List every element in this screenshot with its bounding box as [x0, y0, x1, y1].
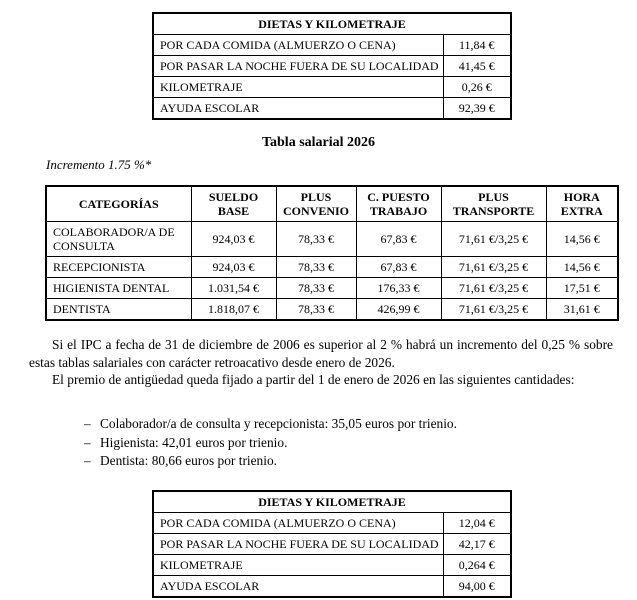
dietas-bottom-value-kilometraje: 0,264 € — [443, 555, 511, 576]
salary-header-sueldo-base: SUELDO BASE — [191, 186, 276, 222]
dietas-top-value-comida: 11,84 € — [443, 35, 511, 56]
salary-category: RECEPCIONISTA — [46, 257, 191, 278]
table-row — [153, 555, 511, 576]
salary-table — [45, 185, 619, 321]
dietas-top-value-kilometraje: 0,26 € — [443, 77, 511, 98]
salary-puesto-trabajo: 426,99 € — [356, 299, 441, 321]
paragraph-ipc: Si el IPC a fecha de 31 de diciembre de 2006 es superior al 2 % habrá un incremento del 0,25 % sobre estas tablas salariales con carácter retroacativo desde enero de 2026. — [29, 337, 613, 370]
salary-hora-extra: 14,56 € — [546, 222, 618, 257]
table-row — [153, 576, 511, 598]
salary-sueldo-base: 924,03 € — [191, 222, 276, 257]
dietas-bottom-value-comida: 12,04 € — [443, 513, 511, 534]
dash-bullet-icon: – — [84, 434, 91, 450]
dietas-bottom-label-kilometraje: KILOMETRAJE — [153, 555, 443, 576]
salary-plus-convenio: 78,33 € — [276, 257, 356, 278]
salary-category: COLABORADOR/A DE CONSULTA — [46, 222, 191, 257]
salary-header-plus-convenio: PLUS CONVENIO — [276, 186, 356, 222]
salary-row-dentista — [46, 299, 618, 321]
table-row — [153, 56, 511, 77]
salary-plus-transporte: 71,61 €/3,25 € — [441, 278, 546, 299]
dietas-bottom-label-comida: POR CADA COMIDA (ALMUERZO O CENA) — [153, 513, 443, 534]
dietas-top-title: DIETAS Y KILOMETRAJE — [153, 13, 511, 35]
dietas-top-label-ayuda: AYUDA ESCOLAR — [153, 98, 443, 120]
paragraph-antiguedad: El premio de antigüedad queda fijado a partir del 1 de enero de 2026 en las siguientes cantidades: — [52, 372, 575, 387]
salary-category: DENTISTA — [46, 299, 191, 321]
salary-plus-transporte: 71,61 €/3,25 € — [441, 257, 546, 278]
salary-plus-transporte: 71,61 €/3,25 € — [441, 222, 546, 257]
table-header-row — [153, 13, 511, 35]
table-row — [153, 35, 511, 56]
salary-header-row — [46, 186, 618, 222]
table-row — [153, 513, 511, 534]
salary-header-puesto-trabajo: C. PUESTO TRABAJO — [356, 186, 441, 222]
list-item — [84, 415, 584, 434]
salary-puesto-trabajo: 176,33 € — [356, 278, 441, 299]
salary-plus-transporte: 71,61 €/3,25 € — [441, 299, 546, 321]
table-header-row — [153, 491, 511, 513]
dietas-kilometraje-table-top — [152, 12, 512, 120]
salary-hora-extra: 31,61 € — [546, 299, 618, 321]
salary-row-recepcionista — [46, 257, 618, 278]
dietas-bottom-value-noche: 42,17 € — [443, 534, 511, 555]
salary-sueldo-base: 1.818,07 € — [191, 299, 276, 321]
dietas-bottom-label-ayuda: AYUDA ESCOLAR — [153, 576, 443, 598]
salary-row-higienista — [46, 278, 618, 299]
dietas-bottom-title: DIETAS Y KILOMETRAJE — [153, 491, 511, 513]
dash-bullet-icon: – — [84, 453, 91, 468]
salary-header-categorias: CATEGORÍAS — [46, 186, 191, 222]
salary-header-hora-extra: HORA EXTRA — [546, 186, 618, 222]
salary-plus-convenio: 78,33 € — [276, 299, 356, 321]
salary-sueldo-base: 1.031,54 € — [191, 278, 276, 299]
salary-header-plus-transporte: PLUS TRANSPORTE — [441, 186, 546, 222]
salary-puesto-trabajo: 67,83 € — [356, 222, 441, 257]
section-title: Tabla salarial 2026 — [261, 135, 376, 150]
dietas-top-label-kilometraje: KILOMETRAJE — [153, 77, 443, 98]
table-row — [153, 77, 511, 98]
dietas-top-value-ayuda: 92,39 € — [443, 98, 511, 120]
salary-category: HIGIENISTA DENTAL — [46, 278, 191, 299]
salary-plus-convenio: 78,33 € — [276, 278, 356, 299]
trienio-list — [84, 415, 584, 471]
table-row — [153, 534, 511, 555]
dietas-bottom-label-noche: POR PASAR LA NOCHE FUERA DE SU LOCALIDAD — [153, 534, 443, 555]
list-item — [84, 452, 584, 471]
list-item — [84, 434, 584, 453]
salary-row-colaborador — [46, 222, 618, 257]
salary-hora-extra: 14,56 € — [546, 257, 618, 278]
dietas-top-value-noche: 41,45 € — [443, 56, 511, 77]
list-item-text: Colaborador/a de consulta y recepcionista: 35,05 euros por trienio. — [100, 416, 457, 431]
dietas-top-label-comida: POR CADA COMIDA (ALMUERZO O CENA) — [153, 35, 443, 56]
dietas-bottom-value-ayuda: 94,00 € — [443, 576, 511, 598]
list-item-text: Higienista: 42,01 euros por trienio. — [100, 434, 288, 450]
increment-note: Incremento 1.75 %* — [46, 157, 152, 172]
salary-hora-extra: 17,51 € — [546, 278, 618, 299]
dash-bullet-icon: – — [84, 416, 91, 431]
dietas-top-label-noche: POR PASAR LA NOCHE FUERA DE SU LOCALIDAD — [153, 56, 443, 77]
body-text — [29, 336, 613, 389]
dietas-kilometraje-table-bottom — [152, 490, 512, 598]
table-row — [153, 98, 511, 120]
salary-sueldo-base: 924,03 € — [191, 257, 276, 278]
salary-puesto-trabajo: 67,83 € — [356, 257, 441, 278]
salary-plus-convenio: 78,33 € — [276, 222, 356, 257]
list-item-text: Dentista: 80,66 euros por trienio. — [100, 453, 278, 468]
